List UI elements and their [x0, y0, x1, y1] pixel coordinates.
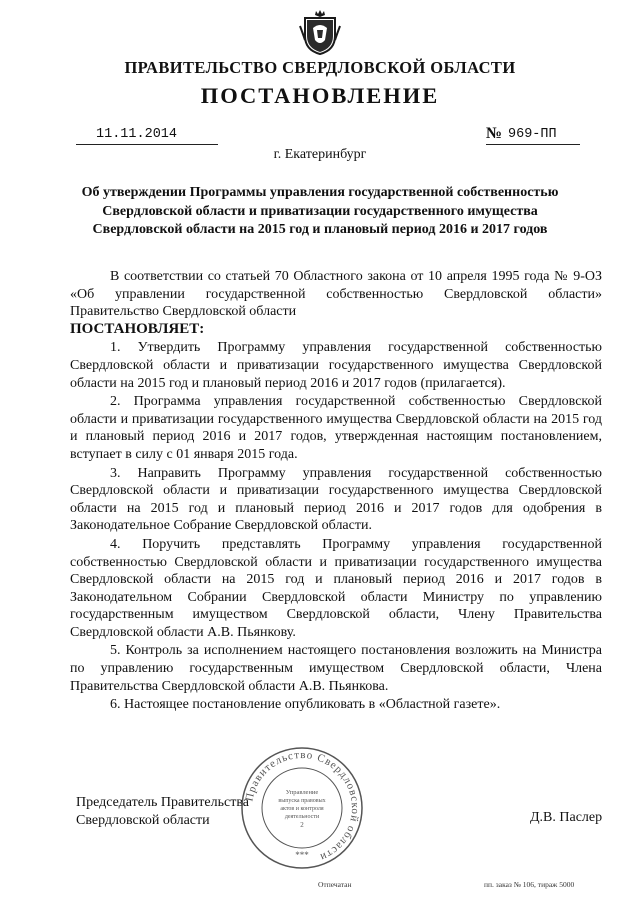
list-item: 1. Утвердить Программу управления государственной собственностью Свердловской области и приватизации государственного имущества Свердловской области на 2015 год и плановый период 2016 и 2017 годов (прилагается).: [70, 340, 602, 391]
signatory-position: [76, 794, 249, 830]
document-date: 11.11.2014: [96, 127, 178, 142]
preamble: В соответствии со статьей 70 Областного закона от 10 апреля 1995 года № 9-ОЗ «Об управлении государственной собственностью Свердловской области» Правительство Свердловской области: [70, 269, 602, 320]
list-item: 5. Контроль за исполнением настоящего постановления возложить на Министра по управлению государственным имуществом Свердловской области, Члена Правительства Свердловской области А.В. Пьянкова.: [70, 643, 602, 694]
government-title: ПРАВИТЕЛЬСТВО СВЕРДЛОВСКОЙ ОБЛАСТИ: [124, 58, 516, 77]
coat-of-arms-icon: [297, 6, 343, 56]
signatory-name: Д.В. Паслер: [530, 810, 603, 825]
seal-inner-line: 2: [300, 821, 304, 829]
signatory-position-line: Председатель Правительства: [76, 795, 249, 810]
seal-inner-line: выпуска правовых: [278, 798, 326, 804]
number-field: [486, 125, 580, 145]
seal-outer-text: Правительство Свердловской области: [243, 748, 362, 864]
document-number: 969-ПП: [508, 127, 557, 142]
footer-print-order: пп. заказ № 106, тираж 5000: [484, 880, 575, 889]
number-sign: №: [486, 125, 503, 142]
decree-word: ПОСТАНОВЛЯЕТ:: [70, 320, 205, 337]
seal-inner-line: деятельности: [284, 814, 320, 820]
document-heading: Об утверждении Программы управления государственной собственностью Свердловской области и приватизации государственного имущества Свердловской области на 2015 год и плановый период 2016 и 2017 годов: [81, 185, 559, 237]
document-type: ПОСТАНОВЛЕНИЕ: [200, 83, 440, 108]
footer-print-note: Отпечатан: [318, 880, 352, 889]
list-item: 2. Программа управления государственной собственностью Свердловской области и приватизации государственного имущества Свердловской области на 2015 год и плановый период 2016 и 2017 годов, утвержденная настоящим постановлением, вступает в силу с 01 января 2015 года.: [70, 394, 602, 462]
list-item: 3. Направить Программу управления государственной собственностью Свердловской области и приватизации государственного имущества Свердловской области на 2015 год и плановый период 2016 и 2017 годов для одобрения в Законодательное Собрание Свердловской области.: [70, 465, 602, 534]
official-seal-stamp: [238, 744, 366, 872]
list-item: 6. Настоящее постановление опубликовать в «Областной газете».: [110, 697, 501, 713]
signatory-position-line: Свердловской области: [76, 813, 210, 828]
list-item: 4. Поручить представлять Программу управления государственной собственностью Свердловской области и приватизации государственного имущества Свердловской области на 2015 год и плановый период 2016 и 2017 годов в Законодательном Собрании Свердловской области Министру по управлению государственным имуществом Свердловской области, Члену Правительства Свердловской области А.В. Пьянкову.: [70, 536, 602, 640]
seal-inner-line: актов и контроля: [280, 806, 324, 812]
city: г. Екатеринбург: [273, 147, 367, 162]
date-field: [76, 127, 218, 145]
seal-inner-line: Управление: [285, 789, 319, 796]
document-body: [70, 268, 602, 714]
seal-stars: ***: [295, 850, 309, 860]
